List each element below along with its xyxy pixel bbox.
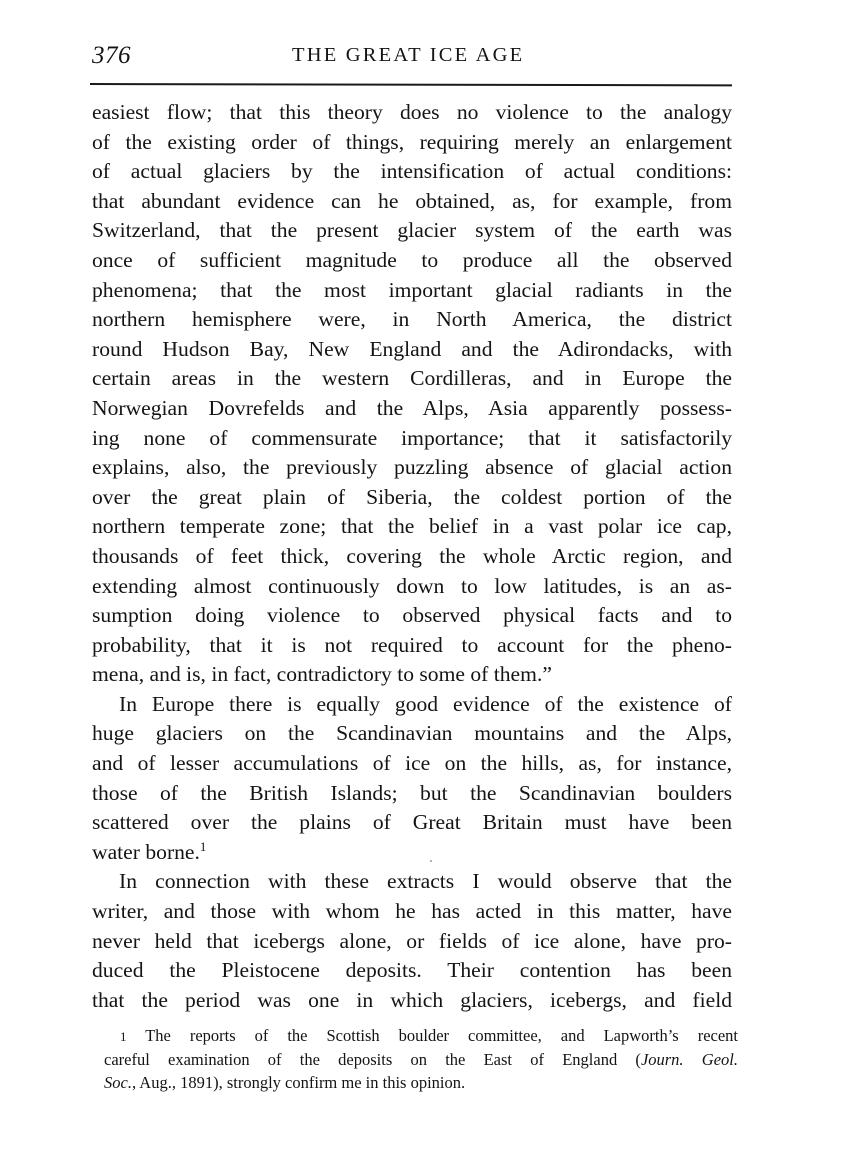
text-line: Switzerland, that the present glacier system of the earth was — [92, 218, 732, 243]
header-rule — [90, 83, 732, 86]
text-line: huge glaciers on the Scandinavian mountains and the Alps, — [92, 721, 732, 746]
footnote-line — [104, 1048, 738, 1072]
text-line: that abundant evidence can he obtained, as, for example, from — [92, 188, 732, 213]
text-line: probability, that it is not required to account for the pheno- — [92, 632, 732, 657]
text-line: Norwegian Dovrefelds and the Alps, Asia apparently possess- — [92, 395, 732, 420]
footnote-text: , Aug., 1891), strongly confirm me in this opinion. — [131, 1073, 466, 1092]
text-line: phenomena; that the most important glacial radiants in the — [92, 277, 732, 302]
footnote-reference: 1 — [199, 838, 207, 854]
journal-title: Journ. Geol. — [640, 1049, 738, 1069]
text-line-paragraph-start: In Europe there is equally good evidence of the existence of — [119, 691, 732, 716]
text-line-content: water borne. — [92, 839, 200, 864]
text-line: extending almost continuously down to low latitudes, is an as- — [92, 573, 732, 598]
text-line: thousands of feet thick, covering the whole Arctic region, and — [92, 543, 732, 568]
text-line: never held that icebergs alone, or fields of ice alone, have pro- — [92, 928, 732, 953]
text-line: northern hemisphere were, in North America, the district — [92, 307, 732, 332]
text-line: once of sufficient magnitude to produce all the observed — [92, 247, 732, 272]
text-line: over the great plain of Siberia, the coldest portion of the — [92, 484, 732, 509]
journal-title: Soc. — [104, 1073, 132, 1092]
text-line: scattered over the plains of Great Britain must have been — [92, 810, 732, 835]
footnote-text: The reports of the Scottish boulder committee, and Lapworth’s recent — [145, 1026, 738, 1045]
text-line: ing none of commensurate importance; that it satisfactorily — [92, 425, 732, 450]
text-line: duced the Pleistocene deposits. Their contention has been — [92, 958, 732, 983]
text-line: sumption doing violence to observed physical facts and to — [92, 603, 732, 628]
text-line: explains, also, the previously puzzling absence of glacial action — [92, 455, 732, 480]
footnote-line — [104, 1071, 738, 1095]
text-line: and of lesser accumulations of ice on the hills, as, for instance, — [92, 751, 732, 776]
text-line: of the existing order of things, requiring merely an enlargement — [92, 129, 732, 154]
text-line: mena, and is, in fact, contradictory to some of them.” — [92, 662, 552, 687]
text-line — [92, 838, 732, 868]
text-line: those of the British Islands; but the Scandinavian boulders — [92, 780, 732, 805]
footnote-marker: 1 — [120, 1029, 127, 1044]
body-text — [92, 98, 732, 1015]
text-line-paragraph-start: In connection with these extracts I would observe that the — [119, 869, 732, 894]
page-number: 376 — [92, 42, 131, 69]
text-line: round Hudson Bay, New England and the Adirondacks, with — [92, 336, 732, 361]
print-speck — [430, 860, 432, 862]
text-line: that the period was one in which glaciers, icebergs, and field — [92, 987, 732, 1012]
footnote-text: careful examination of the deposits on the East of England ( — [104, 1049, 641, 1069]
footnote — [104, 1024, 738, 1095]
footnote-line — [104, 1024, 738, 1048]
text-line: of actual glaciers by the intensification of actual conditions: — [92, 159, 732, 184]
running-title: THE GREAT ICE AGE — [292, 44, 525, 66]
text-line: writer, and those with whom he has acted in this matter, have — [92, 899, 732, 924]
text-line: easiest flow; that this theory does no violence to the analogy — [92, 100, 732, 124]
text-line: certain areas in the western Cordilleras, and in Europe the — [92, 366, 732, 391]
page-header — [92, 38, 732, 78]
text-line: northern temperate zone; that the belief in a vast polar ice cap, — [92, 514, 732, 539]
